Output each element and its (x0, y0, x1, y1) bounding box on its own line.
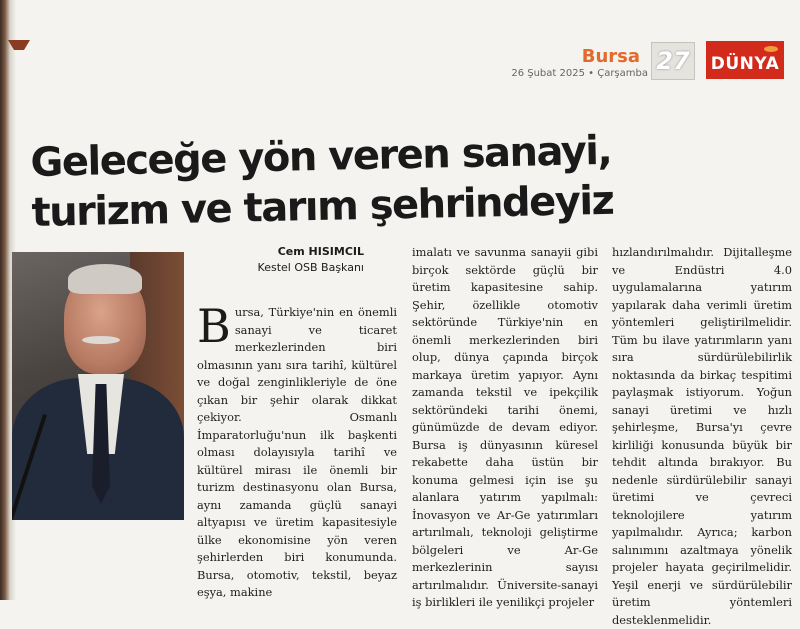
article-headline: Geleceğe yön veren sanayi, turizm ve tarım şehrindeyiz (30, 127, 614, 236)
column-3-text: hızlandırılmalıdır. Dijitalleşme ve Endüstri 4.0 uygulamalarına yatırım yapılarak daha verimli üretim yöntemleri geliştirilmelidir. Tüm bu ilave yatırımların yanı sıra sürdürülebilirlik noktasında da birkaç tespitimi paylaşmak istiyorum. Yoğun sanayi üretimi ve hızlı şehirleşme, Bursa'yı çevre kirliliği konusunda büyük bir tehdit altında bırakıyor. Bu nedenle sürdürülebilir sanayi üretimi ve çevreci teknolojilere yatırım yapılmalıdır. Ayrıca; karbon salınımını azaltmaya yönelik projeler hayata geçirilmelidir. Yeşil enerji ve sürdürülebilir üretim yöntemleri desteklenmelidir. (612, 245, 792, 627)
issue-date: 26 Şubat 2025 • Çarşamba (511, 68, 648, 79)
column-1-text: ursa, Türkiye'nin en önemli sanayi ve ticaret merkezlerinden biri olmasının yanı sıra tarihî, kültürel ve doğal zenginlikleriyle de öne çıkan bir şehir olarak dikkat çekiyor. Osmanlı İmparatorluğu'nun ilk başkenti olması dolayısıyla tarihî ve kültürel mirası ile önemli bir turizm destinasyonu olan Bursa, aynı zamanda güçlü sanayi altyapısı ve üretim kapasitesiyle ülke ekonomisine yön veren şehirlerden biri konumunda. Bursa, otomotiv, tekstil, beyaz eşya, makine (197, 305, 397, 599)
article-column-2 (412, 244, 598, 612)
column-2-text: imalatı ve savunma sanayii gibi birçok sektörde güçlü bir üretim kapasitesine sahip. Şehir, özellikle otomotiv sektöründe Türkiye'nin en önemli merkezlerinden biri olup, dünya çapında birçok markaya üretim yapıyor. Aynı zamanda tekstil ve ipekçilik sektöründeki tarihi önemi, günümüzde de devam ediyor. Bursa iş dünyasının küresel rekabette daha üstün bir konuma gelmesi için ise şu alanlara yatırım yapılmalı: İnovasyon ve Ar-Ge yatırımları artırılmalı, teknoloji geliştirme bölgeleri ve Ar-Ge merkezlerinin sayısı artırılmalıdır. Üniversite-sanayi iş birlikleri ile yenilikçi projeler (412, 245, 598, 609)
masthead (0, 0, 800, 90)
drop-cap: B (197, 299, 231, 353)
section-name: Bursa (581, 46, 640, 67)
author-name: Cem HISIMCIL (277, 245, 364, 258)
logo-globe-icon (764, 46, 778, 52)
article-column-1 (197, 299, 397, 602)
author-title: Kestel OSB Başkanı (257, 261, 364, 274)
page-number: 27 (651, 42, 695, 80)
author-photo (12, 252, 184, 520)
article-column-3 (612, 244, 792, 629)
newspaper-logo (706, 41, 784, 79)
logo-text: DÜNYA (710, 54, 780, 74)
byline (258, 244, 364, 276)
